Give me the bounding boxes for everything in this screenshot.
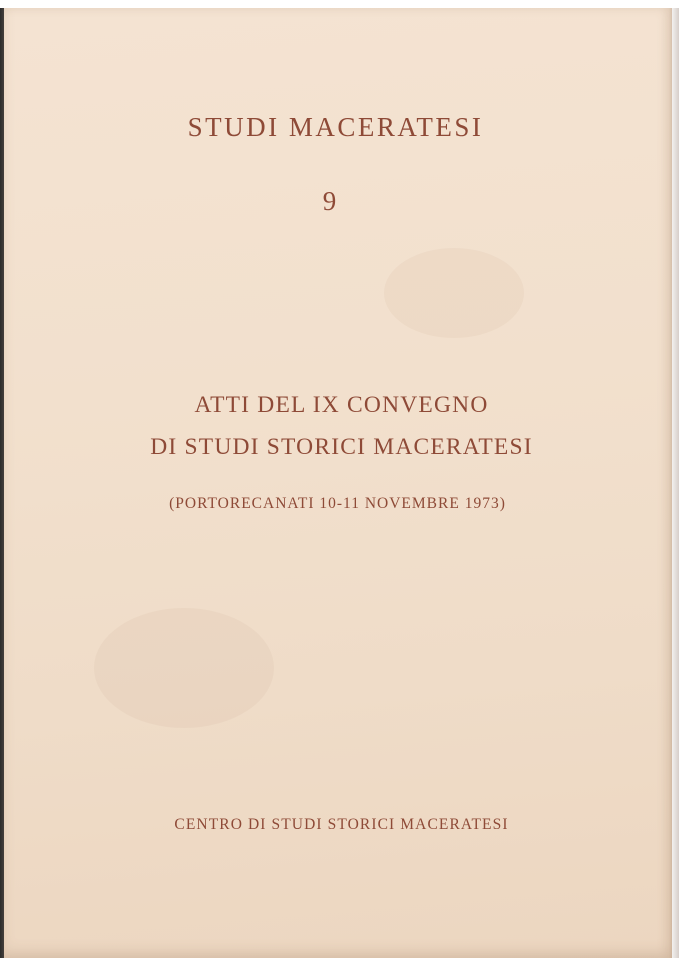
book-title-line-1: ATTI DEL IX CONVEGNO (194, 392, 489, 418)
book-title-line-2: DI STUDI STORICI MACERATESI (150, 434, 533, 460)
paper-stain (384, 248, 524, 338)
series-title: STUDI MACERATESI (187, 112, 484, 142)
publisher-name: CENTRO DI STUDI STORICI MACERATESI (174, 816, 509, 833)
book-subtitle: (PORTORECANATI 10-11 NOVEMBRE 1973) (169, 495, 506, 512)
volume-number: 9 (322, 186, 337, 216)
paper-stain (94, 608, 274, 728)
